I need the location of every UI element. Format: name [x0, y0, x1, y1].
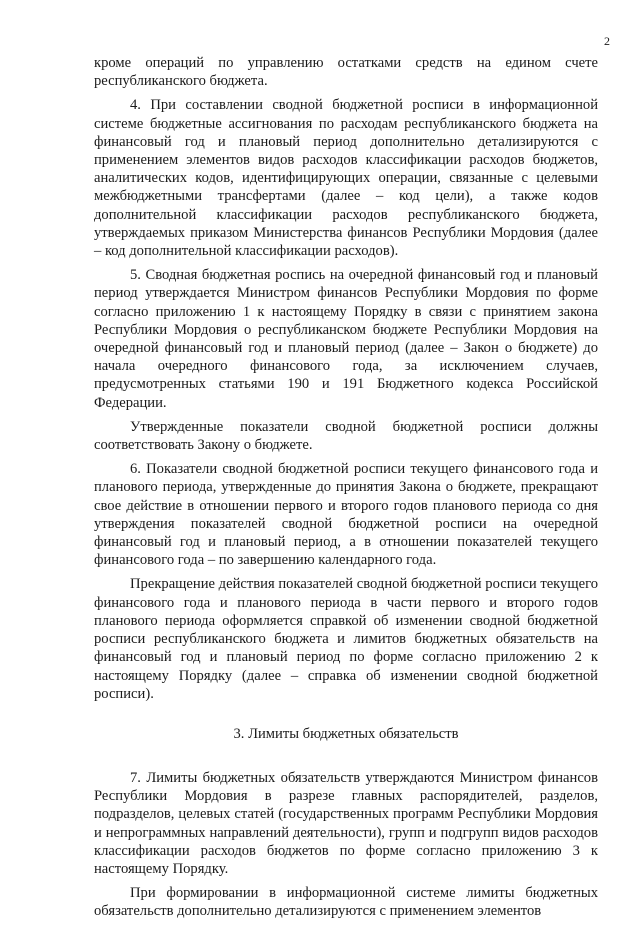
section-heading: 3. Лимиты бюджетных обязательств — [233, 725, 459, 742]
paragraph-formation: При формировании в информационной системе лимиты бюджетных обязательств дополнительно детализируются с применением элементов — [94, 885, 598, 920]
page-number: 2 — [604, 34, 610, 48]
paragraph-termination: Прекращение действия показателей сводной бюджетной росписи текущего финансового года и планового периода в части первого и второго годов планового периода оформляется справкой об изменении сводной бюджетной росписи республиканского бюджета и лимитов бюджетных обязательств на финансовый год и плановый период по форме согласно приложению 2 к настоящему Порядку (далее – справка об изменении сводной бюджетной росписи). — [94, 576, 598, 702]
paragraph-continuation: кроме операций по управлению остатками средств на едином счете республиканского бюджета. — [94, 55, 598, 90]
paragraph-item-4: 4. При составлении сводной бюджетной росписи в информационной системе бюджетные ассигнования по расходам республиканского бюджета на финансовый год и плановый период дополнительно детализируются с применением элементов видов расходов классификации расходов бюджетов, аналитических кодов, идентифицирующих операции, связанные с целевыми межбюджетными трансфертами (далее – код цели), а также кодов дополнительной классификации расходов республиканского бюджета, утверждаемых приказом Министерства финансов Республики Мордовия (далее – код дополнительной классификации расходов). — [94, 97, 598, 260]
paragraph-item-5: 5. Сводная бюджетная роспись на очередной финансовый год и плановый период утверждается Министром финансов Республики Мордовия по форме согласно приложению 1 к настоящему Порядку в связи с принятием закона Республики Мордовия о республиканском бюджете Республики Мордовия на очередной финансовый год и плановый период (далее – Закон о бюджете) до начала очередного финансового года, за исключением случаев, предусмотренных статьями 190 и 191 Бюджетного кодекса Российской Федерации. — [94, 267, 598, 411]
document-body — [94, 54, 598, 927]
paragraph-item-6: 6. Показатели сводной бюджетной росписи текущего финансового года и планового периода, утвержденные до принятия Закона о бюджете, прекращают свое действие в отношении первого и второго годов планового периода со дня утверждения показателей сводной бюджетной росписи на очередной финансовый год и плановый период, а в отношении показателей текущего финансового года – по завершению календарного года. — [94, 461, 598, 569]
paragraph-approved-indicators: Утвержденные показатели сводной бюджетной росписи должны соответствовать Закону о бюджете. — [94, 418, 598, 454]
paragraph-item-7: 7. Лимиты бюджетных обязательств утверждаются Министром финансов Республики Мордовия в разрезе главных распорядителей, разделов, подразделов, целевых статей (государственных программ Республики Мордовия и непрограммных направлений деятельности), групп и подгрупп видов расходов классификации расходов бюджетов по форме согласно приложению 3 к настоящему Порядку. — [94, 769, 598, 877]
